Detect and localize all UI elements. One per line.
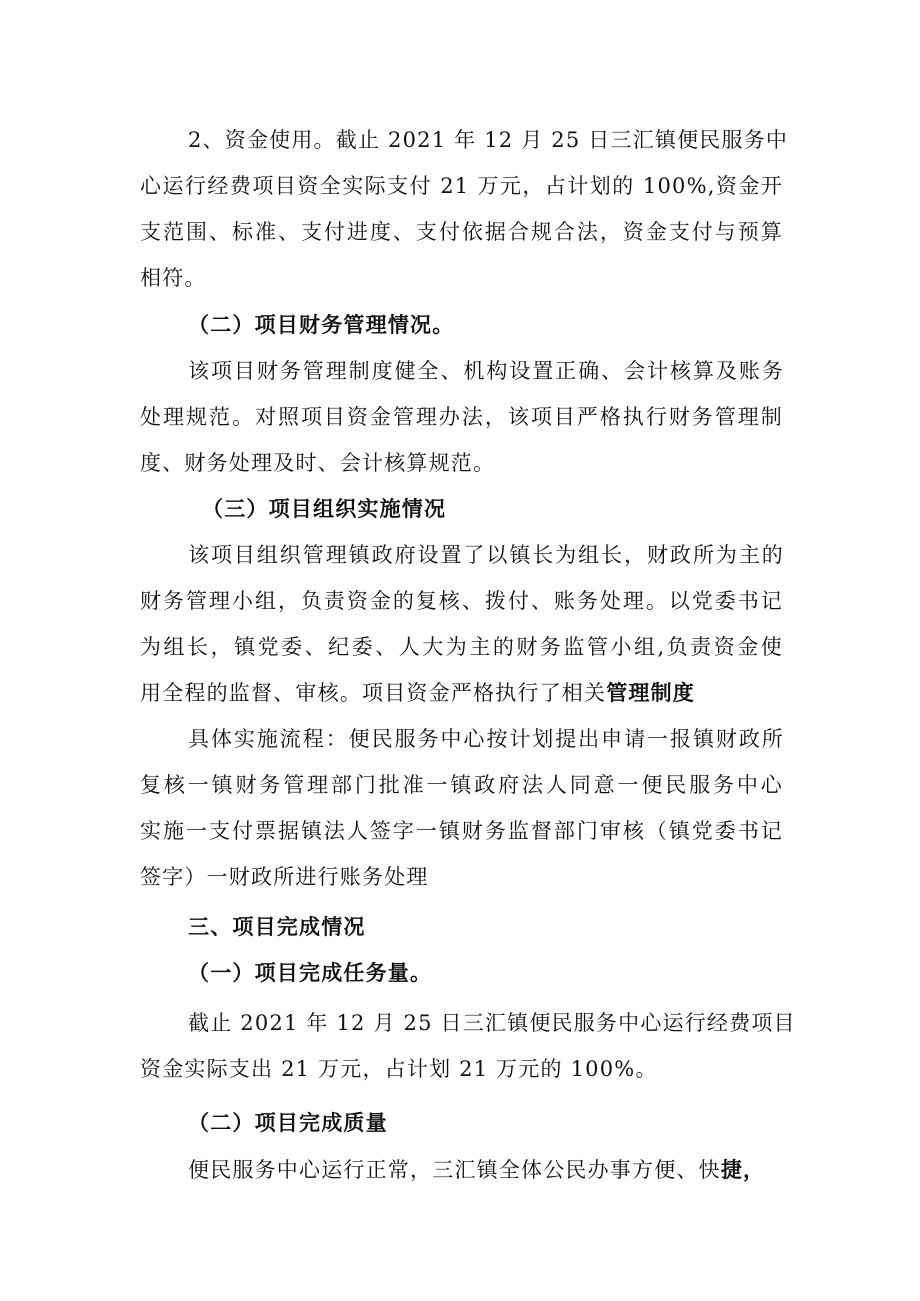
paragraph-line <box>140 678 790 708</box>
paragraph-line: 财务管理小组，负责资金的复核、拨付、账务处理。以党委书记 <box>140 589 783 613</box>
paragraph-line: 度、财务处理及时、会计核算规范。 <box>140 451 496 475</box>
section-heading: （二）项目完成质量 <box>188 1110 388 1135</box>
paragraph-line: 具体实施流程：便民服务中心按计划提出申请一报镇财政所 <box>188 727 784 751</box>
paragraph-line: 心运行经费项目资全实际支付 21 万元，占计划的 100%,资金开 <box>140 174 783 198</box>
paragraph-line: 该项目财务管理制度健全、机构设置正确、会计核算及账务 <box>188 359 784 383</box>
section-heading: （二）项目财务管理情况。 <box>188 312 455 337</box>
paragraph-line: 为组长，镇党委、纪委、人大为主的财务监管小组,负责资金使 <box>140 635 783 659</box>
section-heading: （三）项目组织实施情况 <box>202 496 447 521</box>
bold-text: 捷， <box>720 1157 766 1182</box>
paragraph-line: 支范围、标准、支付进度、支付依据合规合法，资金支付与预算 <box>140 220 783 244</box>
paragraph-line: 实施一支付票据镇法人签字一镇财务监督部门审核（镇党委书记 <box>140 819 783 843</box>
chapter-heading: 三、项目完成情况 <box>188 914 366 939</box>
paragraph-text: 用全程的监督、审核。项目资金严格执行了相关 <box>140 681 607 705</box>
bold-text: 管理制度 <box>606 680 696 705</box>
paragraph-line: 处理规范。对照项目资金管理办法，该项目严格执行财务管理制 <box>140 405 783 429</box>
paragraph-text: 便民服务中心运行正常，三汇镇全体公民办事方便、快 <box>188 1158 721 1182</box>
paragraph-line: 截止 2021 年 12 月 25 日三汇镇便民服务中心运行经费项目 <box>188 1011 796 1035</box>
paragraph-line: 相符。 <box>140 266 207 290</box>
paragraph-line: 资金实际支出 21 万元，占计划 21 万元的 100%。 <box>140 1057 658 1081</box>
paragraph-line: 该项目组织管理镇政府设置了以镇长为组长，财政所为主的 <box>188 543 784 567</box>
paragraph-line: 签字）一财政所进行账务处理 <box>140 865 429 889</box>
paragraph-line <box>188 1155 838 1185</box>
paragraph-line: 复核一镇财务管理部门批准一镇政府法人同意一便民服务中心 <box>140 773 783 797</box>
paragraph-line: 2、资金使用。截止 2021 年 12 月 25 日三汇镇便民服务中 <box>188 128 789 152</box>
section-heading: （一）项目完成任务量。 <box>188 960 433 985</box>
